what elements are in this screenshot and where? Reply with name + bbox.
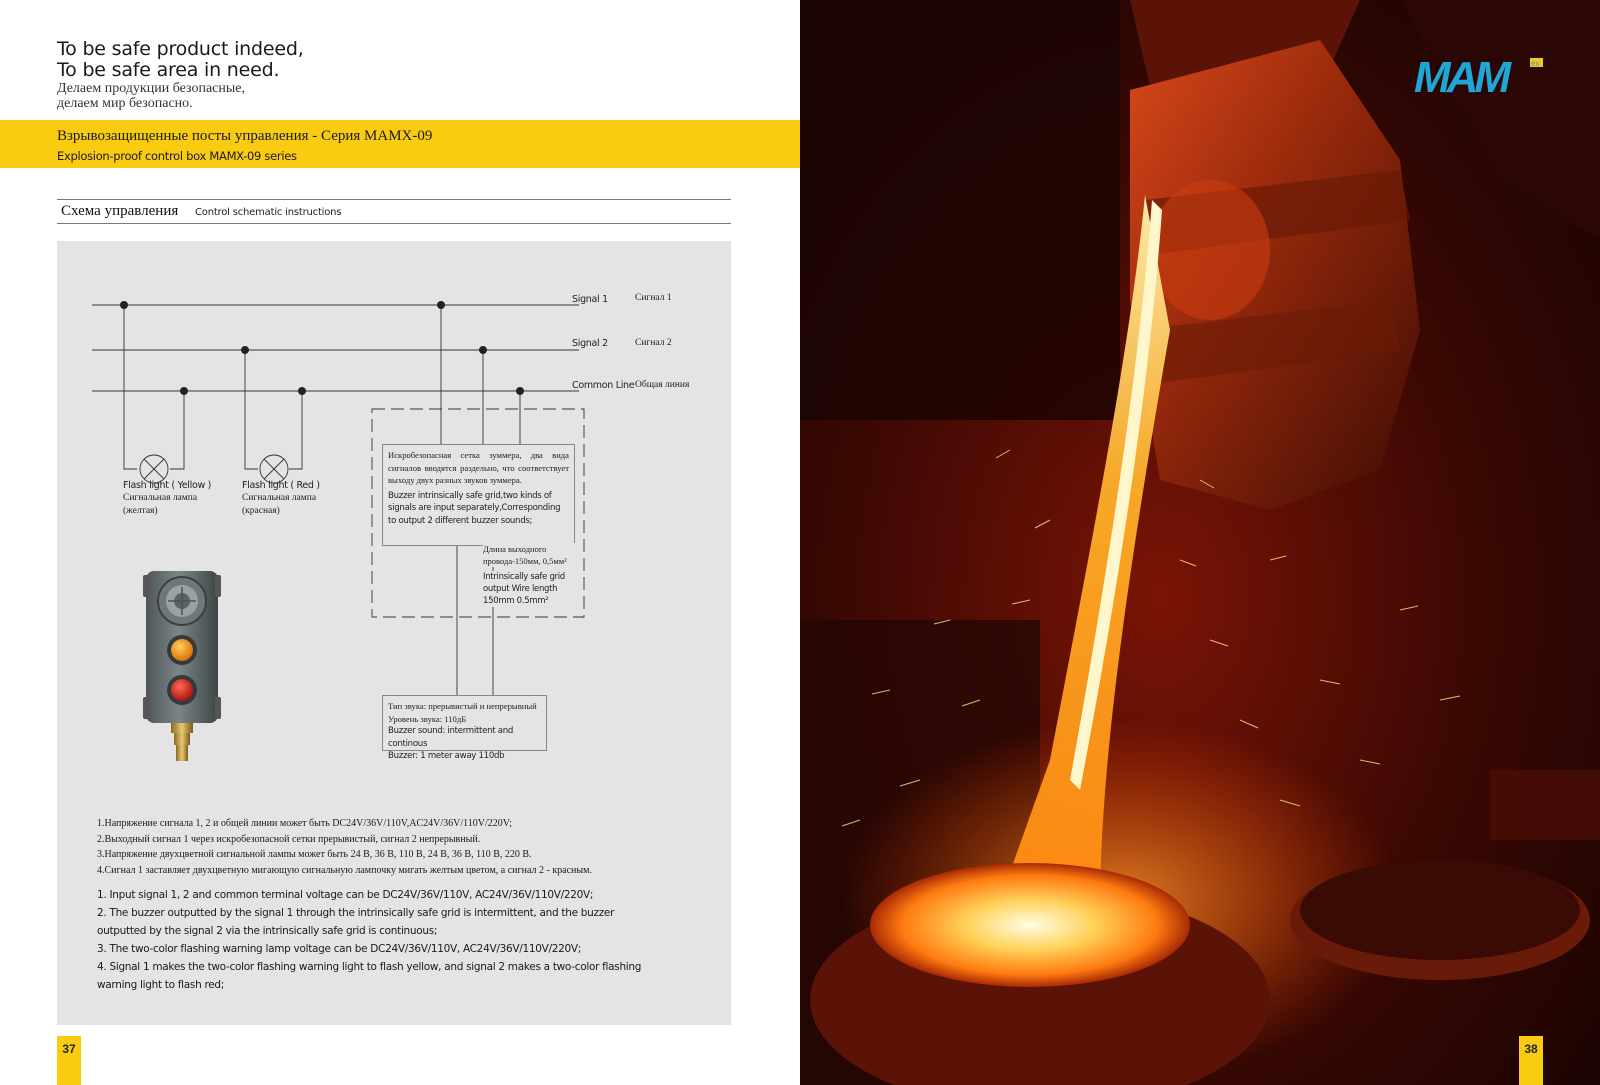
- mam-logo: [1412, 52, 1547, 102]
- note-ru-3: 3.Напряжение двухцветной сигнальной лампы может быть 24 В, 36 В, 110 В, 24 В, 36 В, 110 В, 220 В.: [97, 849, 532, 860]
- buzzer-spec-ru-1: Тип звука: прерывистый и непрерывный: [388, 701, 537, 711]
- page-number-right: 38: [1519, 1036, 1543, 1085]
- slogan-ru-line-2: делаем мир безопасно.: [57, 96, 193, 111]
- note-ru-1: 1.Напряжение сигнала 1, 2 и общей линии может быть DC24V/36V/110V,AC24V/36V/110V/220V;: [97, 818, 512, 829]
- notes-ru: [97, 816, 717, 878]
- note-en-1: 1. Input signal 1, 2 and common terminal voltage can be DC24V/36V/110V, AC24V/36V/110V/220V;: [97, 889, 594, 901]
- safe-grid-description-ru: Искробезопасная сетка зуммера, два вида сигналов вводятся раздельно, что соответствует выходу двух разных звуков зуммера.: [388, 450, 569, 485]
- lamp-red-label: [242, 479, 352, 518]
- note-ru-4: 4.Сигнал 1 заставляет двухцветную мигающую сигнальную лампочку мигать желтым цветом, а сигнал 2 - красным.: [97, 864, 592, 876]
- control-box-product-image: [142, 569, 222, 764]
- signal-1-label-en: Signal 1: [572, 294, 608, 305]
- slogan-en-line-2: To be safe area in need.: [57, 59, 280, 81]
- lamp-yellow-label: [123, 479, 233, 518]
- lamp-yellow-label-en: Flash light ( Yellow ): [123, 480, 212, 491]
- common-line-label-en: Common Line: [572, 380, 635, 391]
- buzzer-spec-box: [382, 695, 547, 761]
- lamp-yellow-wire-a: [124, 305, 137, 469]
- note-en-4: 4. Signal 1 makes the two-color flashing warning light to flash yellow, and signal 2 makes a two-color flashing warning light to flash red;: [97, 961, 642, 991]
- section-rule-top: [57, 199, 731, 200]
- lamp-red-wire-a: [245, 350, 258, 469]
- wire-length-note-ru: Длина выходного провода-150мм, 0,5мм²: [483, 543, 575, 567]
- signal-2-label-en: Signal 2: [572, 338, 608, 349]
- section-title-ru: Схема управления: [61, 203, 179, 219]
- signal-2-label-ru: Сигнал 2: [635, 338, 672, 348]
- note-en-3: 3. The two-color flashing warning lamp voltage can be DC24V/36V/110V, AC24V/36V/110V/220V;: [97, 943, 581, 955]
- safe-grid-description: [382, 444, 575, 546]
- lamp-red-wire-b: [289, 391, 302, 469]
- schematic-panel: [57, 241, 731, 1025]
- buzzer-spec-ru-2: Уровень звука: 110дБ: [388, 713, 467, 724]
- right-page: [800, 0, 1600, 1085]
- logo-suffix: ex: [1531, 59, 1540, 68]
- page-number-left: 37: [57, 1036, 81, 1085]
- molten-metal-pouring-photo: [800, 0, 1600, 1085]
- title-banner: [0, 120, 800, 168]
- lamp-yellow-label-ru-2: (желтая): [123, 506, 158, 516]
- buzzer-spec-en-1: Buzzer sound: intermittent and continous: [388, 726, 514, 749]
- safe-grid-description-en: Buzzer intrinsically safe grid,two kinds of signals are input separately,Corresponding to output 2 different buzzer sounds;: [388, 490, 561, 526]
- lamp-yellow-label-ru-1: Сигнальная лампа: [123, 493, 198, 503]
- note-ru-2: 2.Выходный сигнал 1 через искробезопасной сетки прерывистый, сигнал 2 непрерывный.: [97, 833, 481, 845]
- banner-title-en: Explosion-proof control box MAMX-09 series: [57, 149, 297, 163]
- logo-text: MAM: [1414, 53, 1508, 102]
- lamp-red-label-ru-1: Сигнальная лампа: [242, 493, 317, 503]
- section-title-en: Control schematic instructions: [195, 207, 342, 218]
- wire-length-note-en: Intrinsically safe grid output Wire length 150mm 0.5mm²: [483, 571, 575, 607]
- slogan-en-line-1: To be safe product indeed,: [57, 38, 304, 60]
- lamp-yellow-wire-b: [170, 391, 184, 469]
- section-rule-bottom: [57, 223, 731, 224]
- common-line-label-ru: Общая линия: [635, 380, 690, 390]
- lamp-red-label-en: Flash light ( Red ): [242, 480, 320, 491]
- buzzer-spec-en-2: Buzzer: 1 meter away 110db: [388, 751, 505, 761]
- notes-en: [97, 886, 657, 994]
- slogan-ru-line-1: Делаем продукции безопасные,: [57, 81, 246, 96]
- signal-1-label-ru: Сигнал 1: [635, 293, 672, 303]
- note-en-2: 2. The buzzer outputted by the signal 1 through the intrinsically safe grid is intermittent, and the buzzer outputted by the signal 2 via the intrinsically safe grid is continuous;: [97, 907, 615, 937]
- lamp-red-label-ru-2: (красная): [242, 506, 280, 516]
- wire-length-note: [483, 543, 575, 607]
- banner-title-ru: Взрывозащищенные посты управления - Серия MAMX-09: [57, 128, 433, 144]
